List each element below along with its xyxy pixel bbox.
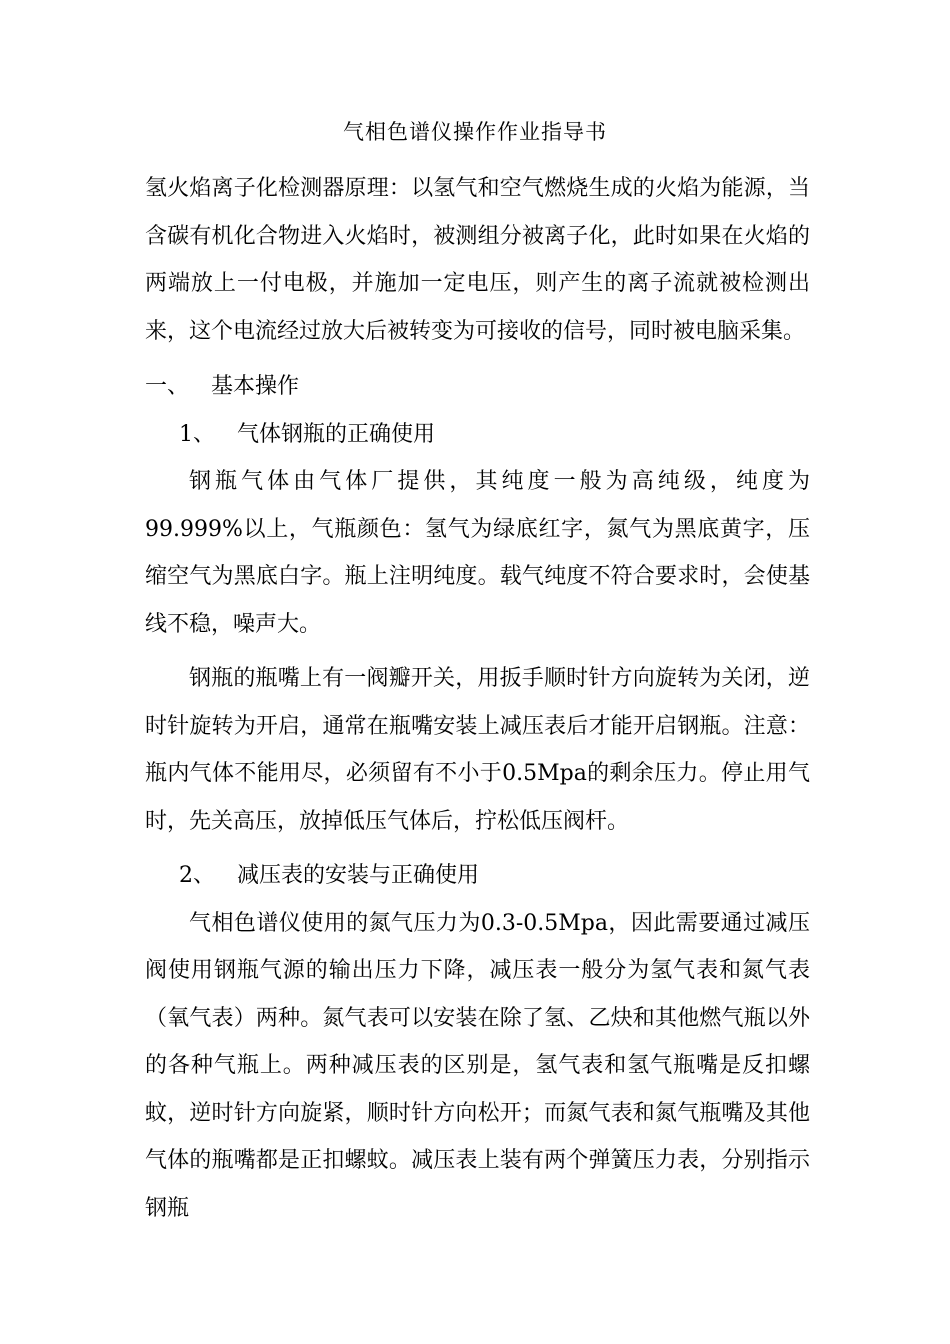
subsection-heading-gas-cylinder xyxy=(145,411,810,459)
section-number: 一、 xyxy=(145,374,190,399)
subsection-title: 减压表的安装与正确使用 xyxy=(237,863,480,888)
subsection-number: 2、 xyxy=(179,863,215,888)
document-body xyxy=(145,165,810,1232)
subsection-heading-pressure-regulator xyxy=(145,852,810,900)
section-heading-basic-operation xyxy=(145,363,810,411)
intro-paragraph: 氢火焰离子化检测器原理：以氢气和空气燃烧生成的火焰为能源，当含碳有机化合物进入火焰时，被测组分被离子化，此时如果在火焰的两端放上一付电极，并施加一定电压，则产生的离子流就被检测出来，这个电流经过放大后被转变为可接收的信号，同时被电脑采集。 xyxy=(145,176,810,344)
section-title: 基本操作 xyxy=(211,374,300,399)
subsection-number: 1、 xyxy=(179,421,215,447)
paragraph-cylinder-purity: 钢瓶气体由气体厂提供，其纯度一般为高纯级，纯度为99.999%以上，气瓶颜色：氢气为绿底红字，氮气为黑底黄字，压缩空气为黑底白字。瓶上注明纯度。载气纯度不符合要求时，会使基线不稳，噪声大。 xyxy=(145,469,810,637)
paragraph-regulator-usage: 气相色谱仪使用的氮气压力为0.3-0.5Mpa，因此需要通过减压阀使用钢瓶气源的输出压力下降，减压表一般分为氢气表和氮气表（氧气表）两种。氮气表可以安装在除了氢、乙炔和其他燃气瓶以外的各种气瓶上。两种减压表的区别是，氢气表和氢气瓶嘴是反扣螺蚊，逆时针方向旋紧，顺时针方向松开；而氮气表和氮气瓶嘴及其他气体的瓶嘴都是正扣螺蚊。减压表上装有两个弹簧压力表，分别指示钢瓶 xyxy=(145,910,810,1221)
document-title: 气相色谱仪操作作业指导书 xyxy=(343,120,607,144)
paragraph-cylinder-valve: 钢瓶的瓶嘴上有一阀瓣开关，用扳手顺时针方向旋转为关闭，逆时针旋转为开启，通常在瓶嘴安装上减压表后才能开启钢瓶。注意：瓶内气体不能用尽，必须留有不小于0.5Mpa的剩余压力。停止用气时，先关高压，放掉低压气体后，拧松低压阀杆。 xyxy=(145,666,810,834)
subsection-title: 气体钢瓶的正确使用 xyxy=(237,421,436,447)
